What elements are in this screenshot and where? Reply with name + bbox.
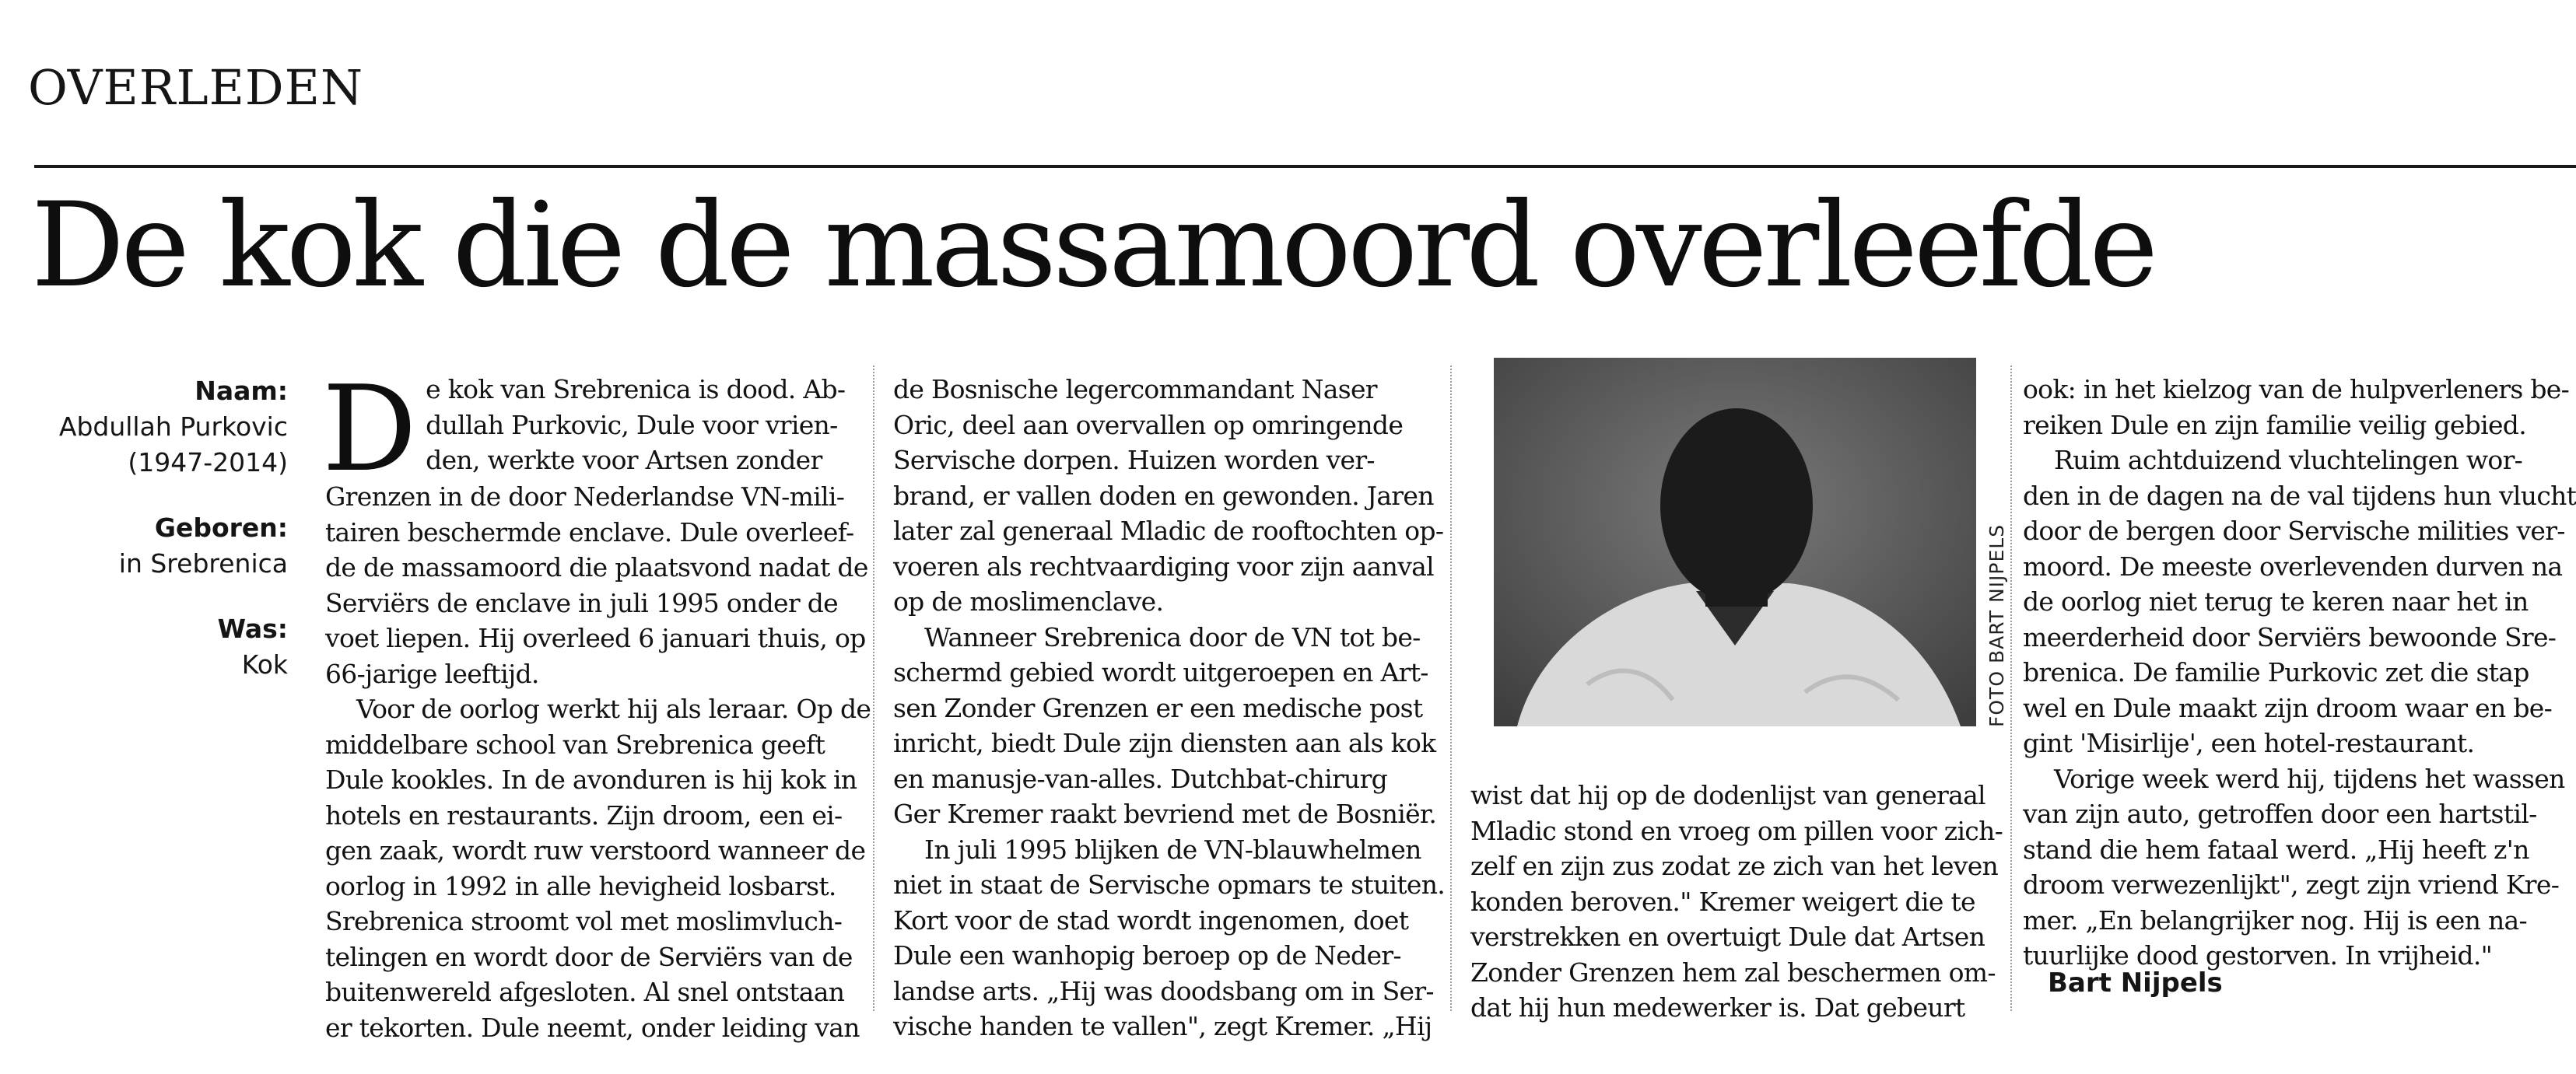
article-line: later zal generaal Mladic de rooftochten op- <box>893 516 1444 546</box>
fact-box <box>47 373 288 683</box>
article-line: hotels en restaurants. Zijn droom, een ei- <box>325 799 843 831</box>
born-value: in Srebrenica <box>118 548 288 579</box>
fact-box-spacer <box>47 481 288 510</box>
article-line: tuurlijke dood gestorven. In vrijheid." <box>2023 940 2493 971</box>
article-line: telingen en wordt door de Serviërs van de <box>325 941 853 972</box>
article-line: Serviërs de enclave in juli 1995 onder de <box>325 587 838 618</box>
article-line: Mladic stond en vroeg om pillen voor zich- <box>1470 815 2003 846</box>
column-divider <box>1450 366 1452 1011</box>
article-line: wist dat hij op de dodenlijst van generaal <box>1470 780 1985 810</box>
article-line: van zijn auto, getroffen door een hartstil- <box>2023 799 2537 829</box>
article-line: Oric, deel aan overvallen op omringende <box>893 409 1404 440</box>
author-byline: Bart Nijpels <box>2048 967 2223 999</box>
article-line: sen Zonder Grenzen er een medische post <box>893 692 1423 723</box>
article-line: de Bosnische legercommandant Naser <box>893 374 1377 404</box>
fact-box-spacer <box>47 582 288 611</box>
portrait-image <box>1494 358 1976 726</box>
article-line: reiken Dule en zijn familie veilig gebied. <box>2023 409 2526 440</box>
article-line: brand, er vallen doden en gewonden. Jaren <box>893 480 1434 511</box>
article-line: de de massamoord die plaatsvond nadat de <box>325 552 868 582</box>
article-line: oorlog in 1992 in alle hevigheid losbarst. <box>325 870 836 901</box>
article-line: verstrekken en overtuigt Dule dat Artsen <box>1470 922 1985 952</box>
article-line: inricht, biedt Dule zijn diensten aan als kok <box>893 728 1436 758</box>
article-line: en manusje-van-alles. Dutchbat-chirurg <box>893 763 1388 794</box>
article-line: tairen beschermde enclave. Dule overleef- <box>325 516 854 547</box>
article-line: Ruim achtduizend vluchtelingen wor- <box>2054 445 2523 475</box>
article-line: Ger Kremer raakt bevriend met de Bosniër. <box>893 799 1437 829</box>
article-line: mer. „En belangrijker nog. Hij is een na- <box>2023 904 2527 936</box>
article-line: de oorlog niet terug te keren naar het in <box>2023 586 2529 617</box>
header-rule <box>34 165 2576 168</box>
article-line: Wanneer Srebrenica door de VN tot be- <box>924 621 1421 652</box>
article-line: zelf en zijn zus zodat ze zich van het leven <box>1470 851 1999 881</box>
portrait-photo <box>1494 358 1976 726</box>
article-line: wel en Dule maakt zijn droom waar en be- <box>2023 692 2553 723</box>
article-line: op de moslimenclave. <box>893 586 1164 617</box>
article-line: gint 'Misirlije', een hotel-restaurant. <box>2023 728 2475 758</box>
column-divider <box>873 366 874 1011</box>
article-line: stand die hem fataal werd. „Hij heeft z'n <box>2023 834 2529 865</box>
article-line: 66-jarige leeftijd. <box>325 658 539 689</box>
article-column-4 <box>2023 372 2576 974</box>
drop-cap: D <box>322 360 417 498</box>
article-line: Voor de oorlog werkt hij als leraar. Op de <box>356 694 871 724</box>
name-label: Naam: <box>195 376 288 406</box>
article-line: Srebrenica stroomt vol met moslimvluch- <box>325 906 843 936</box>
article-line: vische handen te vallen", zegt Kremer. „Hij <box>893 1011 1432 1041</box>
article-line: droom verwezenlijkt", zegt zijn vriend Kre- <box>2023 869 2560 900</box>
article-line: Dule een wanhopig beroep op de Neder- <box>893 940 1401 971</box>
article-line: Vorige week werd hij, tijdens het wassen <box>2054 763 2565 794</box>
article-line: den in de dagen na de val tijdens hun vlucht <box>2023 480 2576 511</box>
article-line: In juli 1995 blijken de VN-blauwhelmen <box>924 834 1421 865</box>
was-value: Kok <box>241 649 288 680</box>
article-line: ook: in het kielzog van de hulpverleners be- <box>2023 374 2570 404</box>
article-line: gen zaak, wordt ruw verstoord wanneer de <box>325 835 866 866</box>
name-value: Abdullah Purkovic <box>58 411 288 442</box>
section-label: OVERLEDEN <box>28 59 364 116</box>
article-line: landse arts. „Hij was doodsbang om in Ser- <box>893 975 1434 1006</box>
article-line: meerderheid door Serviërs bewoonde Sre- <box>2023 621 2557 652</box>
article-line: konden beroven." Kremer weigert die te <box>1470 886 1975 917</box>
article-line: middelbare school van Srebrenica geeft <box>325 729 825 760</box>
article-line: Grenzen in de door Nederlandse VN-mili- <box>325 481 845 512</box>
article-line: buitenwereld afgesloten. Al snel ontstaan <box>325 977 845 1007</box>
article-line: door de bergen door Servische milities ver- <box>2023 516 2565 546</box>
article-line: niet in staat de Servische opmars te stuiten. <box>893 869 1446 900</box>
article-line: voet liepen. Hij overleed 6 januari thuis, op <box>325 623 866 653</box>
article-column-2 <box>893 372 1446 1044</box>
article-column-3 <box>1470 778 2003 1026</box>
article-line: dullah Purkovic, Dule voor vrien- <box>426 409 838 440</box>
article-line: den, werkte voor Artsen zonder <box>426 445 822 475</box>
article-line: moord. De meeste overlevenden durven na <box>2023 551 2563 582</box>
photo-credit: FOTO BART NIJPELS <box>1985 523 2008 727</box>
headline: De kok die de massamoord overleefde <box>31 178 2155 313</box>
life-years: (1947-2014) <box>128 447 288 478</box>
article-line: voeren als rechtvaardiging voor zijn aanval <box>893 551 1434 582</box>
article-line: Kort voor de stad wordt ingenomen, doet <box>893 904 1409 936</box>
article-line: dat hij hun medewerker is. Dat gebeurt <box>1470 992 1965 1023</box>
born-label: Geboren: <box>154 513 288 543</box>
article-line: e kok van Srebrenica is dood. Ab- <box>426 374 846 404</box>
article-line: brenica. De familie Purkovic zet die stap <box>2023 657 2529 687</box>
article-line: schermd gebied wordt uitgeroepen en Art- <box>893 657 1428 687</box>
article-line: Servische dorpen. Huizen worden ver- <box>893 445 1375 475</box>
article-column-1 <box>322 360 871 1045</box>
was-label: Was: <box>217 614 288 644</box>
article-line: Dule kookles. In de avonduren is hij kok in <box>325 764 857 795</box>
article-line: Zonder Grenzen hem zal beschermen om- <box>1470 957 1996 988</box>
article-line: er tekorten. Dule neemt, onder leiding van <box>325 1012 860 1043</box>
column-divider <box>2010 366 2012 1011</box>
